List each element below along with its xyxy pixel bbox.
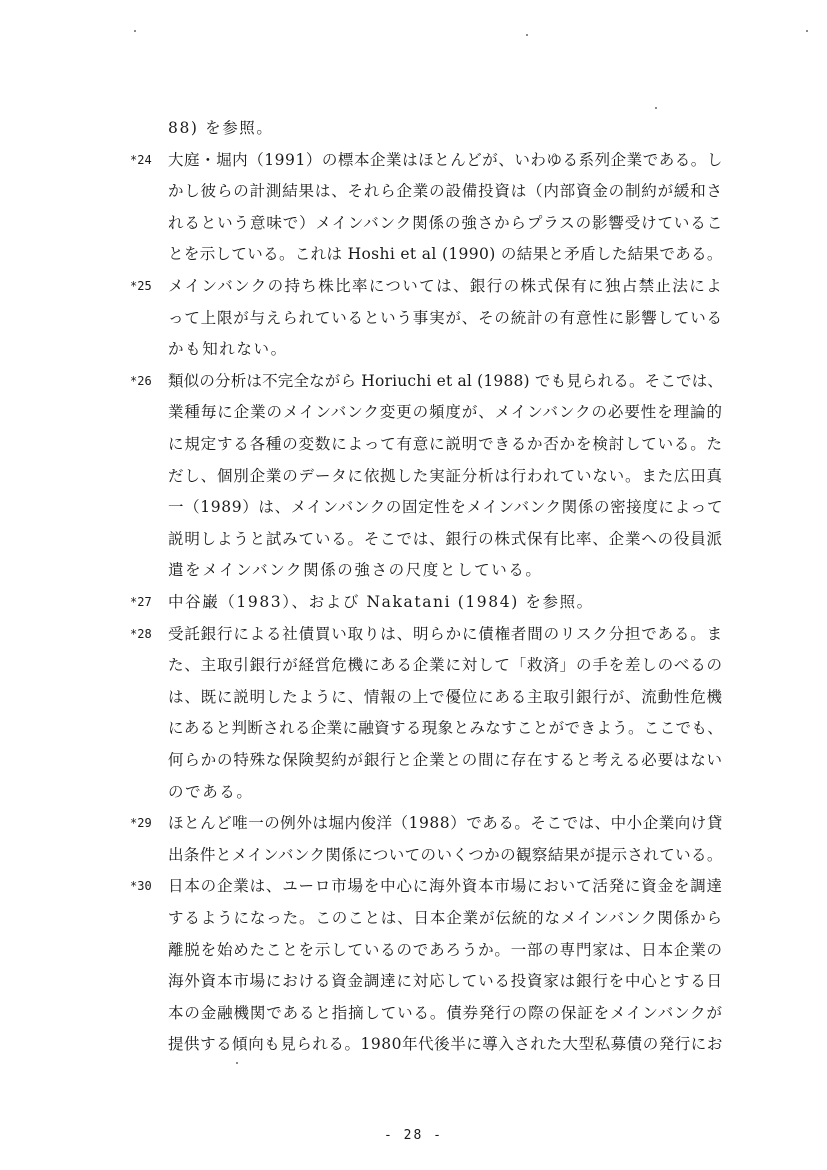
- footnote-text: ほとんど唯一の例外は堀内俊洋（1988）である。そこでは、中小企業向け貸: [168, 814, 723, 833]
- footnote-text: た、主取引銀行が経営危機にある企業に対して「救済」の手を差しのべるの: [168, 656, 723, 675]
- footnote-text: 日本の企業は、ユーロ市場を中心に海外資本市場において活発に資金を調達: [168, 877, 723, 896]
- scan-speck: [134, 30, 136, 32]
- footnote-marker: *26: [130, 373, 152, 388]
- footnote-text: とを示している。これは Hoshi et al (1990) の結果と矛盾した結果である。: [168, 245, 723, 264]
- footnote-text: 一（1989）は、メインバンクの固定性をメインバンク関係の密接度によって: [168, 498, 724, 517]
- footnote-text: って上限が与えられているという事実が、その統計の有意性に影響している: [168, 308, 723, 327]
- footnote-marker: *29: [130, 816, 152, 831]
- footnote-text: のである。: [168, 782, 254, 801]
- footnote-text: 遣をメインバンク関係の強さの尺度としている。: [168, 561, 543, 580]
- scan-speck: [655, 107, 657, 109]
- page-number: - 28 -: [384, 1128, 443, 1143]
- footnote-text: 業種毎に企業のメインバンク変更の頻度が、メインバンクの必要性を理論的: [168, 403, 723, 422]
- footnote-text: 受託銀行による社債買い取りは、明らかに債権者間のリスク分担である。ま: [168, 624, 723, 643]
- scan-speck: [806, 30, 808, 32]
- footnote-text: 何らかの特殊な保険契約が銀行と企業との間に存在すると考える必要はない: [168, 751, 723, 769]
- footnote-marker: *24: [130, 152, 152, 167]
- footnote-text: 中谷巌（1983）、および Nakatani (1984) を参照。: [168, 593, 594, 611]
- footnote-text: は、既に説明したように、情報の上で優位にある主取引銀行が、流動性危機: [168, 687, 723, 706]
- footnote-marker: *30: [130, 879, 152, 894]
- footnote-text: にあると判断される企業に融資する現象とみなすことができよう。ここでも、: [168, 719, 724, 738]
- footnote-text: 類似の分析は不完全ながら Horiuchi et al (1988) でも見られる。そこでは、: [168, 371, 724, 390]
- footnote-marker: *25: [130, 279, 152, 293]
- scan-speck: [526, 34, 528, 36]
- footnote-marker: *28: [130, 626, 152, 641]
- footnote-text: 説明しようと試みている。そこでは、銀行の株式保有比率、企業への役員派: [168, 529, 723, 548]
- footnote-text: 離脱を始めたことを示しているのであろうか。一部の専門家は、日本企業の: [168, 940, 723, 959]
- footnote-text: だし、個別企業のデータに依拠した実証分析は行われていない。また広田真: [168, 466, 723, 485]
- footnote-text: 88) を参照。: [168, 119, 274, 137]
- footnote-text: 提供する傾向も見られる。1980年代後半に導入された大型私募債の発行にお: [168, 1035, 723, 1054]
- footnote-text: 海外資本市場における資金調達に対応している投資家は銀行を中心とする日: [168, 972, 723, 991]
- footnote-text: かし彼らの計測結果は、それら企業の設備投資は（内部資金の制約が緩和さ: [168, 182, 723, 201]
- footnote-text: 出条件とメインバンク関係についてのいくつかの観察結果が提示されている。: [168, 845, 723, 864]
- footnote-text: 大庭・堀内（1991）の標本企業はほとんどが、いわゆる系列企業である。し: [168, 150, 723, 169]
- footnote-text: メインバンクの持ち株比率については、銀行の株式保有に独占禁止法によ: [168, 277, 724, 295]
- footnote-marker: *27: [130, 595, 152, 609]
- scan-speck: [236, 1062, 238, 1064]
- footnote-text: するようになった。このことは、日本企業が伝統的なメインバンク関係から: [168, 909, 723, 927]
- footnote-text: れるという意味で）メインバンク関係の強さからプラスの影響受けているこ: [168, 213, 724, 232]
- footnote-text: 本の金融機関であると指摘している。債券発行の際の保証をメインバンクが: [168, 1003, 723, 1022]
- footnote-text: かも知れない。: [168, 340, 288, 359]
- footnote-text: に規定する各種の変数によって有意に説明できるか否かを検討している。た: [168, 435, 723, 453]
